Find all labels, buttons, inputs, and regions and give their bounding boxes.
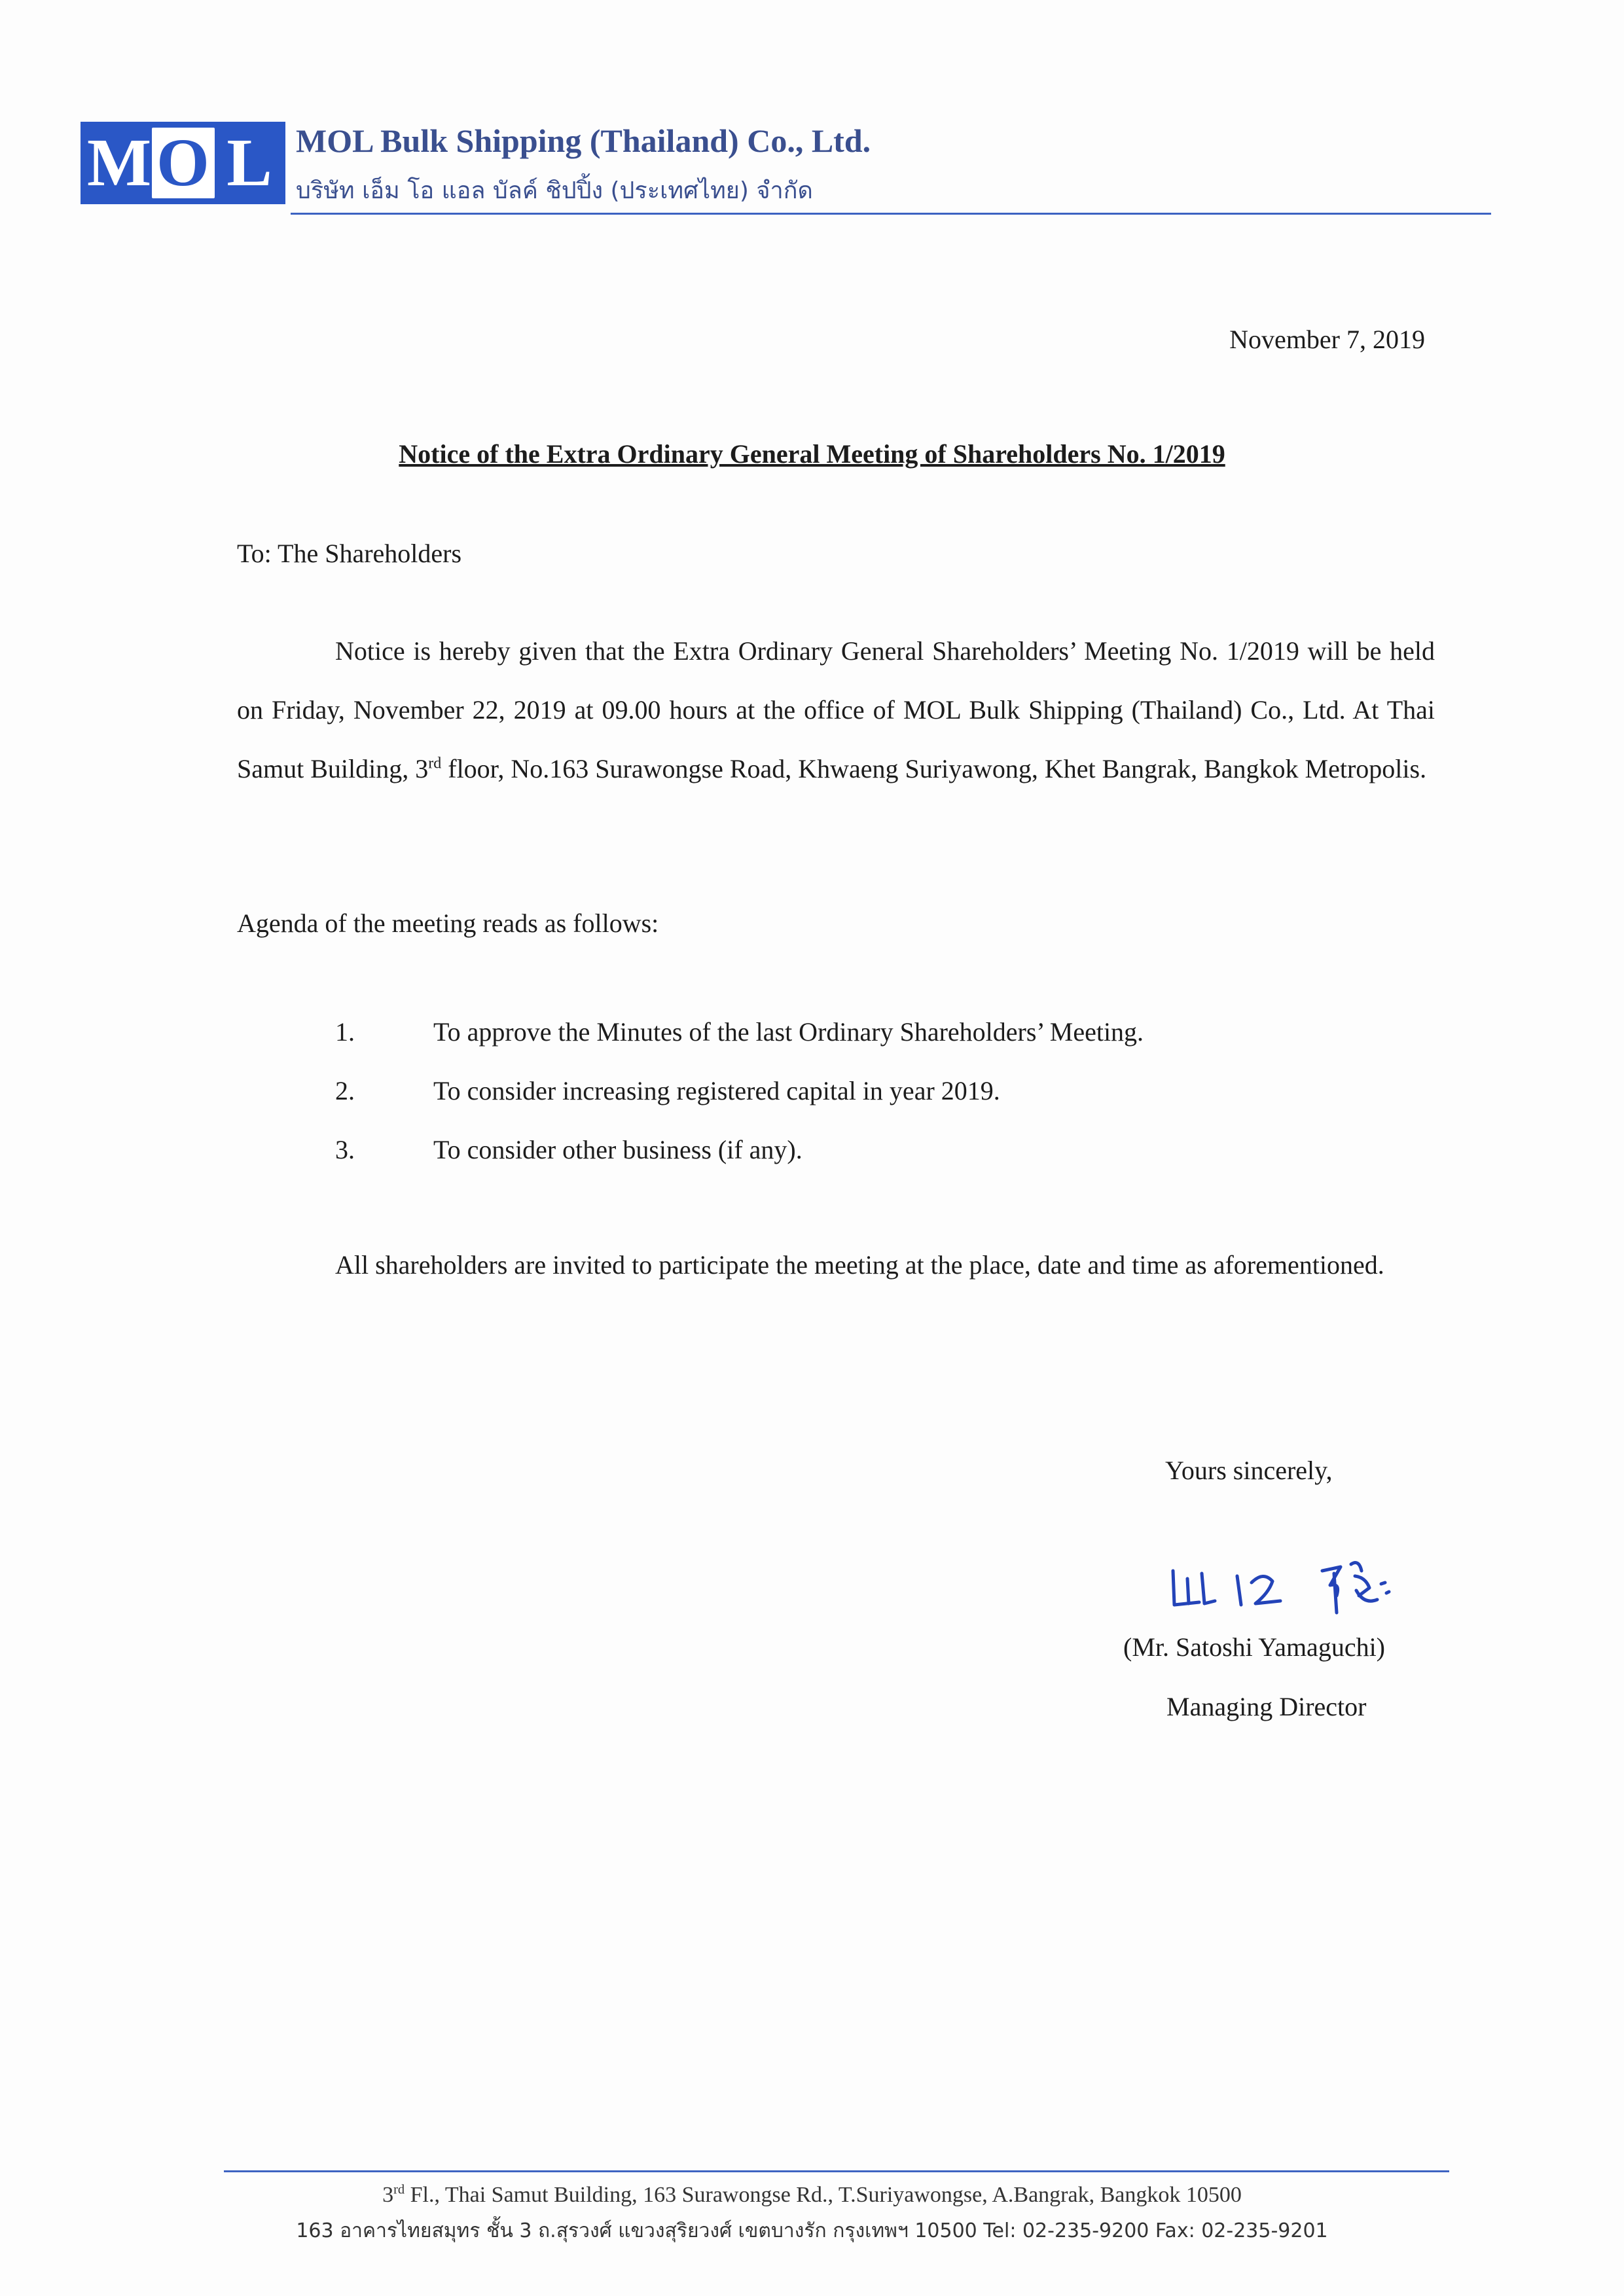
invitation-paragraph (237, 1236, 1435, 1295)
footer-ordinal-superscript: rd (393, 2182, 405, 2197)
handwritten-signature (1165, 1545, 1427, 1617)
header-divider (291, 213, 1491, 215)
footer-address-thai: 163 อาคารไทยสมุทร ชั้น 3 ถ.สุรวงศ์ แขวงสุริยวงศ์ เขตบางรัก กรุงเทพฯ 10500 Tel: 02-235-9200 Fax: 02-235-9201 (296, 2219, 1328, 2242)
logo-letter-l: L (226, 125, 272, 200)
agenda-list (335, 1016, 1144, 1193)
closing-salutation: Yours sincerely, (1165, 1456, 1333, 1485)
agenda-item-number: 3. (335, 1135, 355, 1164)
signer-name: (Mr. Satoshi Yamaguchi) (1123, 1632, 1385, 1662)
recipient-line: To: The Shareholders (237, 539, 462, 568)
logo-letter-o: O (152, 128, 215, 198)
agenda-item-text: To consider increasing registered capital in year 2019. (433, 1076, 1000, 1105)
notice-title: Notice of the Extra Ordinary General Meeting of Shareholders No. 1/2019 (399, 439, 1225, 469)
agenda-item-number: 2. (335, 1076, 355, 1105)
footer-address-english (0, 2183, 1624, 2208)
company-name-thai: บริษัท เอ็ม โอ แอล บัลค์ ชิปปิ้ง (ประเทศไทย) จำกัด (296, 177, 813, 204)
agenda-item-text: To consider other business (if any). (433, 1135, 803, 1164)
footer-divider (224, 2170, 1449, 2172)
invitation-text: All shareholders are invited to participate the meeting at the place, date and time as aforementioned. (335, 1250, 1384, 1280)
letter-date: November 7, 2019 (1229, 325, 1425, 354)
agenda-item (335, 1016, 1144, 1075)
agenda-item (335, 1134, 1144, 1193)
ordinal-superscript: rd (428, 755, 442, 772)
agenda-intro: Agenda of the meeting reads as follows: (237, 908, 659, 938)
meeting-notice-paragraph (237, 622, 1435, 798)
agenda-item (335, 1075, 1144, 1134)
footer-address-text: Fl., Thai Samut Building, 163 Surawongse Rd., T.Suriyawongse, A.Bangrak, Bangkok 10500 (405, 2183, 1242, 2207)
notice-text-part-1: Notice is hereby given that the Extra Ordinary General Shareholders’ Meeting No. 1/2019 will be held on Friday, November 22, 2019 at 09.00 hours at the office of MOL Bulk Shipping (Thailand) Co., Ltd. At Thai Samut Building, 3 (237, 636, 1435, 783)
company-name-english: MOL Bulk Shipping (Thailand) Co., Ltd. (296, 122, 871, 159)
company-logo (81, 122, 285, 204)
footer-floor-number: 3 (382, 2183, 394, 2207)
signer-title: Managing Director (1166, 1692, 1367, 1721)
agenda-item-text: To approve the Minutes of the last Ordinary Shareholders’ Meeting. (433, 1017, 1144, 1047)
agenda-item-number: 1. (335, 1017, 355, 1047)
notice-text-part-2: floor, No.163 Surawongse Road, Khwaeng Suriyawong, Khet Bangrak, Bangkok Metropolis. (441, 754, 1427, 783)
logo-letter-m: M (87, 125, 152, 200)
